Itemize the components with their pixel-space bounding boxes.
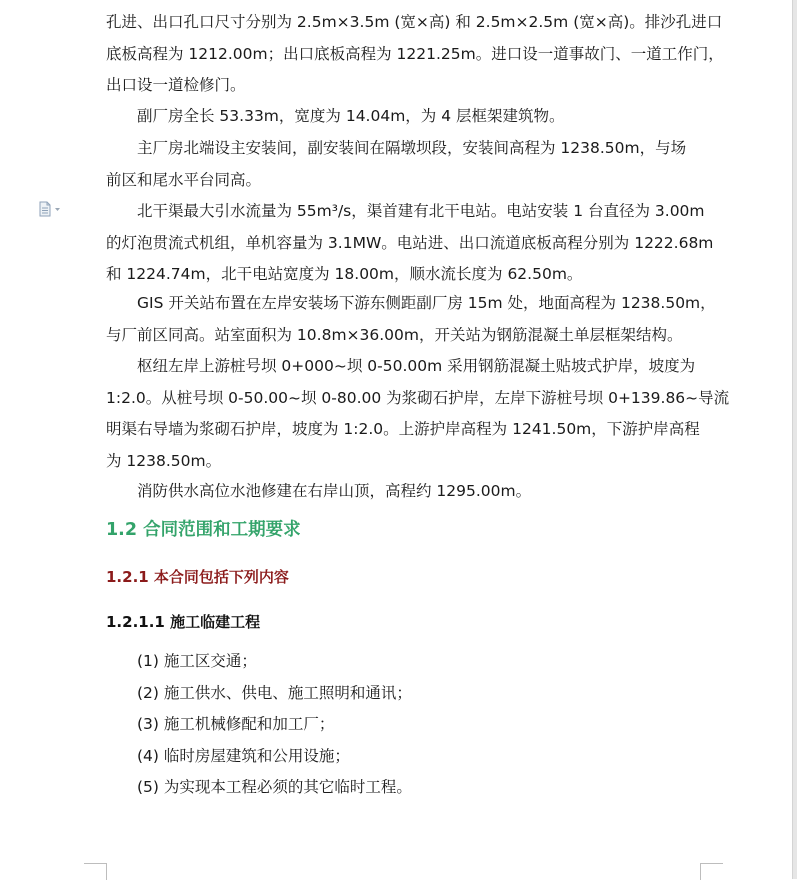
page-edge: [792, 0, 797, 879]
subsubsection-heading: 1.2.1.1 施工临建工程: [106, 613, 261, 631]
list-item: (5) 为实现本工程必须的其它临时工程。: [137, 778, 412, 796]
document-icon: [38, 201, 62, 217]
text-line: 的灯泡贯流式机组，单机容量为 3.1MW。电站进、出口流道底板高程分别为 1222.68m: [106, 233, 714, 252]
text-line: 1:2.0。从桩号坝 0-50.00~坝 0-80.00 为浆砌石护岸，左岸下游桩号坝 0+139.86~导流: [106, 388, 730, 407]
text-line: 与厂前区同高。站室面积为 10.8m×36.00m，开关站为钢筋混凝土单层框架结构。: [106, 325, 683, 344]
body-paragraph: [106, 288, 716, 351]
body-paragraph: [106, 7, 724, 102]
text-line: GIS 开关站布置在左岸安装场下游东侧距副厂房 15m 处，地面高程为 1238.50m，: [137, 294, 716, 312]
section-heading: 1.2 合同范围和工期要求: [106, 520, 301, 540]
body-paragraph: [106, 476, 706, 508]
caret-down-icon: [55, 208, 60, 211]
text-line: 副厂房全长 53.33m，宽度为 14.04m，为 4 层框架建筑物。: [137, 107, 565, 125]
body-paragraph: [106, 196, 714, 291]
body-paragraph: [106, 101, 706, 133]
text-line: 北干渠最大引水流量为 55m³/s，渠首建有北干电站。电站安装 1 台直径为 3.00m: [137, 202, 705, 220]
list-item: (3) 施工机械修配和加工厂；: [137, 715, 335, 733]
body-paragraph: [106, 351, 730, 477]
list-item: (2) 施工供水、供电、施工照明和通讯；: [137, 683, 412, 702]
text-line: 出口设一道检修门。: [106, 76, 246, 94]
list-item: (4) 临时房屋建筑和公用设施；: [137, 746, 350, 765]
margin-corner-mark: [700, 863, 723, 880]
body-paragraph: [106, 133, 706, 196]
list-item: (1) 施工区交通；: [137, 652, 257, 670]
text-line: 消防供水高位水池修建在右岸山顶，高程约 1295.00m。: [137, 482, 532, 500]
text-line: 为 1238.50m。: [106, 451, 222, 470]
text-line: 孔进、出口孔口尺寸分别为 2.5m×3.5m (宽×高) 和 2.5m×2.5m (宽×高)。排沙孔进口: [106, 13, 723, 31]
text-line: 明渠右导墙为浆砌石护岸，坡度为 1:2.0。上游护岸高程为 1241.50m，下游护岸高程: [106, 420, 700, 438]
text-line: 前区和尾水平台同高。: [106, 170, 262, 189]
paragraph-options-button[interactable]: [38, 201, 62, 217]
text-line: 枢纽左岸上游桩号坝 0+000~坝 0-50.00m 采用钢筋混凝土贴坡式护岸，坡度为: [137, 357, 696, 375]
margin-corner-mark: [84, 863, 107, 880]
text-line: 底板高程为 1212.00m；出口底板高程为 1221.25m。进口设一道事故门、一道工作门，: [106, 44, 724, 63]
text-line: 和 1224.74m，北干电站宽度为 18.00m，顺水流长度为 62.50m。: [106, 265, 583, 283]
subsection-heading: 1.2.1 本合同包括下列内容: [106, 568, 289, 586]
numbered-list: [137, 646, 412, 804]
text-line: 主厂房北端设主安装间，副安装间在隔墩坝段，安装间高程为 1238.50m，与场: [137, 139, 687, 157]
